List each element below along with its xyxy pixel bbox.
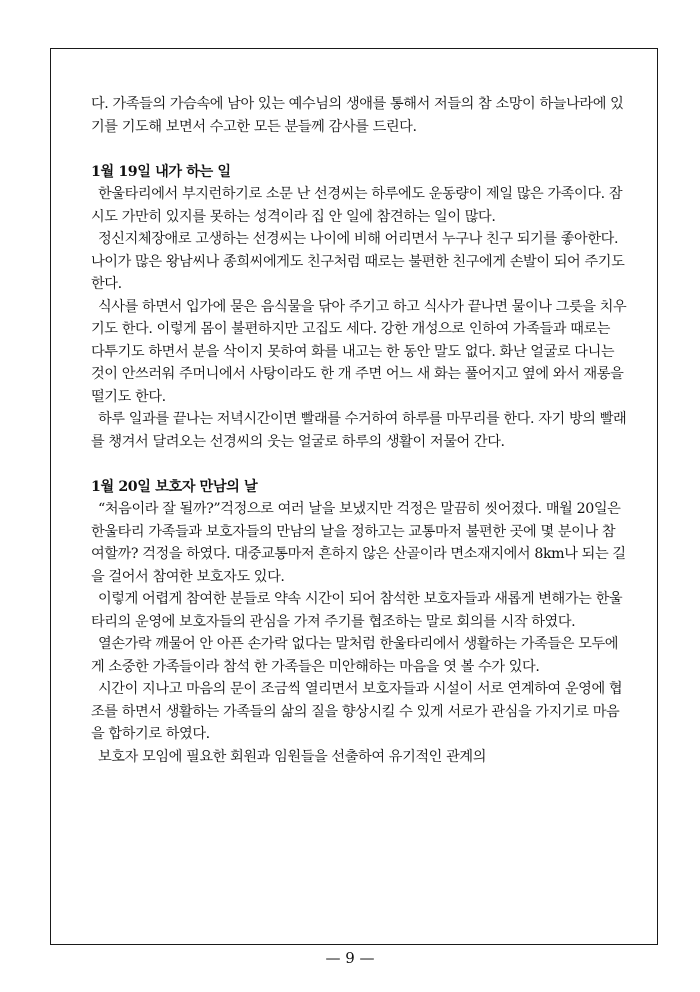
paragraph: 식사를 하면서 입가에 묻은 음식물을 닦아 주기고 하고 식사가 끝나면 물이나 그릇을 치우기도 한다. 이렇게 몸이 불편하지만 고집도 세다. 강한 개성으로 인하여 가족들과 때로는 다투기도 하면서 분을 삭이지 못하여 화를 내고는 한 동안 말도 없다. 화난 얼굴로 다니는 것이 안쓰러워 주머니에서 사탕이라도 한 개 주면 어느 새 화는 풀어지고 옆에 와서 재롱을 떨기도 한다.	[91, 298, 627, 405]
paragraph: 하루 일과를 끝나는 저녁시간이면 빨래를 수거하여 하루를 마무리를 한다. 자기 방의 빨래를 챙겨서 달려오는 선경씨의 웃는 얼굴로 하루의 생활이 저물어 간다.	[91, 411, 627, 450]
paragraph: 정신지체장애로 고생하는 선경씨는 나이에 비해 어리면서 누구나 친구 되기를 좋아한다. 나이가 많은 왕남씨나 종희씨에게도 친구처럼 때로는 불편한 친구에게 손발이 되어 주기도 한다.	[91, 231, 625, 292]
section-heading-jan-20: 1월 20일 보호자 만남의 날	[91, 478, 258, 495]
section-gap	[91, 453, 627, 476]
page-frame	[50, 48, 658, 945]
paragraph: 보호자 모임에 필요한 회원과 임원들을 선출하여 유기적인 관계의	[98, 748, 487, 765]
section-heading-jan-19: 1월 19일 내가 하는 일	[91, 163, 231, 180]
continued-paragraph: 다. 가족들의 가슴속에 남아 있는 예수님의 생애를 통해서 저들의 참 소망이 하늘나라에 있기를 기도해 보면서 수고한 모든 분들께 감사를 드린다.	[91, 96, 624, 135]
paragraph: 한울타리에서 부지런하기로 소문 난 선경씨는 하루에도 운동량이 제일 많은 가족이다. 잠시도 가만히 있지를 못하는 성격이라 집 안 일에 참견하는 일이 많다.	[91, 186, 623, 225]
section-gap	[91, 138, 627, 161]
paragraph: 이렇게 어렵게 참여한 분들로 약속 시간이 되어 참석한 보호자들과 새롭게 변해가는 한울타리의 운영에 보호자들의 관심을 가져 주기를 협조하는 말로 회의를 시작 하였다.	[91, 591, 623, 630]
paragraph: “처음이라 잘 될까?”걱정으로 여러 날을 보냈지만 걱정은 말끔히 씻어졌다. 매월 20일은 한울타리 가족들과 보호자들의 만남의 날을 정하고는 교통마저 불편한 곳에 몇 분이나 참여할까? 걱정을 하였다. 대중교통마저 흔하지 않은 산골이라 면소재지에서 8km나 되는 길을 걸어서 참여한 보호자도 있다.	[91, 501, 626, 585]
paragraph: 열손가락 깨물어 안 아픈 손가락 없다는 말처럼 한울타리에서 생활하는 가족들은 모두에게 소중한 가족들이라 참석 한 가족들은 미안해하는 마음을 엿 볼 수가 있다.	[91, 636, 619, 675]
page-content	[91, 93, 627, 768]
paragraph: 시간이 지나고 마음의 문이 조금씩 열리면서 보호자들과 시설이 서로 연계하여 운영에 협조를 하면서 생활하는 가족들의 삶의 질을 향상시킬 수 있게 서로가 관심을 가지기로 마음을 합하기로 하였다.	[91, 681, 623, 742]
page-number: — 9 —	[325, 949, 375, 967]
